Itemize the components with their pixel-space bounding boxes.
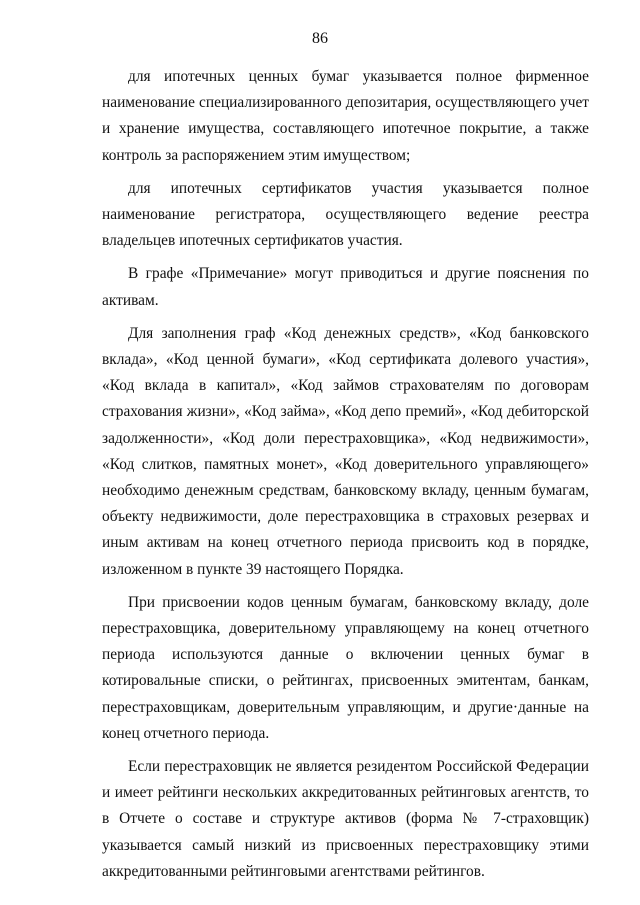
document-body bbox=[102, 64, 589, 892]
paragraph-reinsurer-rating: Если перестраховщик не является резидентом Российской Федерации и имеет рейтинги нескольких аккредитованных рейтинговых агентств, то в Отчете о составе и структуре активов (форма № 7-страховщик) указывается самый низкий из присвоенных перестраховщику этими аккредитованными рейтинговыми агентствами рейтингов. bbox=[102, 758, 589, 880]
page-number: 86 bbox=[312, 30, 328, 47]
paragraph-mortgage-securities: для ипотечных ценных бумаг указывается полное фирменное наименование специализированного депозитария, осуществляющего учет и хранение имущества, составляющего ипотечное покрытие, а также контроль за распоряжением этим имуществом; bbox=[102, 68, 589, 164]
paragraph-mortgage-certificates: для ипотечных сертификатов участия указывается полное наименование регистратора, осуществляющего ведение реестра владельцев ипотечных сертификатов участия. bbox=[102, 179, 589, 250]
paragraph-note-column: В графе «Примечание» могут приводиться и другие пояснения по активам. bbox=[102, 265, 589, 309]
paragraph-codes-filling: Для заполнения граф «Код денежных средств», «Код банковского вклада», «Код ценной бумаги», «Код сертификата долевого участия», «Код вклада в капитал», «Код займов страхователям по договорам страхования жизни», «Код займа», «Код депо премий», «Код дебиторской задолженности», «Код доли перестраховщика», «Код недвижимости», «Код слитков, памятных монет», «Код доверительного управляющего» необходимо денежным средствам, банковскому вкладу, ценным бумагам, объекту недвижимости, доле перестраховщика в страховых резервах и иным активам на конец отчетного периода присвоить код в порядке, изложенном в пункте 39 настоящего Порядка. bbox=[102, 324, 589, 578]
paragraph-code-assignment: При присвоении кодов ценным бумагам, банковскому вкладу, доле перестраховщика, доверительному управляющему на конец отчетного периода используются данные о включении ценных бумаг в котировальные списки, о рейтингах, присвоенных эмитентам, банкам, перестраховщикам, доверительным управляющим, и другие·данные на конец отчетного периода. bbox=[102, 593, 589, 742]
